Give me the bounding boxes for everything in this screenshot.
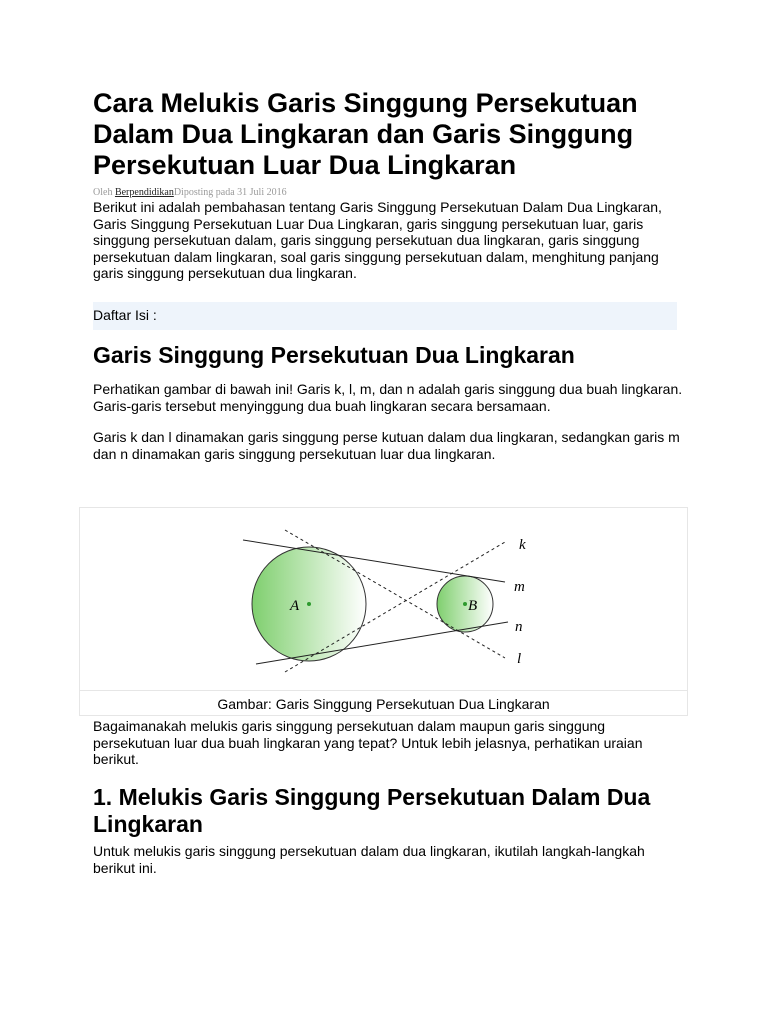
section-title: Garis Singgung Persekutuan Dua Lingkaran	[93, 341, 575, 368]
toc-label: Daftar Isi :	[93, 306, 157, 323]
article	[93, 88, 693, 462]
post-meta	[93, 187, 693, 199]
subsection-title: 1. Melukis Garis Singgung Persekutuan Dalam Dua Lingkaran	[93, 784, 651, 837]
paragraph-1: Perhatikan gambar di bawah ini! Garis k, l, m, dan n adalah garis singgung dua buah lingkaran. Garis-garis tersebut menyinggung dua buah lingkaran secara bersamaan.	[93, 380, 683, 414]
page-title: Cara Melukis Garis Singgung Persekutuan Dalam Dua Lingkaran dan Garis Singgung Persekutuan Luar Dua Lingkaran	[93, 88, 638, 180]
label-m: m	[514, 579, 525, 595]
tangent-diagram	[80, 508, 687, 690]
post-date: Diposting pada 31 Juli 2016	[173, 187, 287, 198]
paragraph-2: Garis k dan l dinamakan garis singgung perse kutuan dalam dua lingkaran, sedangkan garis m dan n dinamakan garis singgung persekutuan luar dua lingkaran.	[93, 429, 680, 462]
paragraph-4: Untuk melukis garis singgung persekutuan dalam dua lingkaran, ikutilah langkah-langkah berikut ini.	[93, 843, 645, 876]
table-of-contents[interactable]	[93, 302, 677, 330]
center-a	[307, 602, 311, 606]
figure	[79, 507, 688, 716]
center-b	[463, 602, 467, 606]
label-k: k	[519, 537, 526, 553]
label-b: B	[468, 598, 478, 614]
paragraph-3: Bagaimanakah melukis garis singgung persekutuan dalam maupun garis singgung persekutuan luar dua buah lingkaran yang tepat? Untuk lebih jelasnya, perhatikan uraian berikut.	[93, 718, 643, 768]
figure-caption: Gambar: Garis Singgung Persekutuan Dua Lingkaran	[80, 690, 687, 717]
intro-paragraph: Berikut ini adalah pembahasan tentang Garis Singgung Persekutuan Dalam Dua Lingkaran, Garis Singgung Persekutuan Luar Dua Lingkaran, garis singgung persekutuan luar, garis singgung persekutuan dalam, garis singgung persekutuan dua lingkaran, garis singgung persekutuan dalam lingkaran, soal garis singgung persekutuan dalam, menghitung panjang garis singgung persekutuan dua lingkaran.	[93, 199, 662, 282]
label-l: l	[517, 651, 522, 667]
label-a: A	[290, 598, 300, 614]
meta-prefix: Oleh	[93, 187, 115, 198]
author-link[interactable]: Berpendidikan	[114, 187, 174, 198]
label-n: n	[515, 619, 523, 635]
